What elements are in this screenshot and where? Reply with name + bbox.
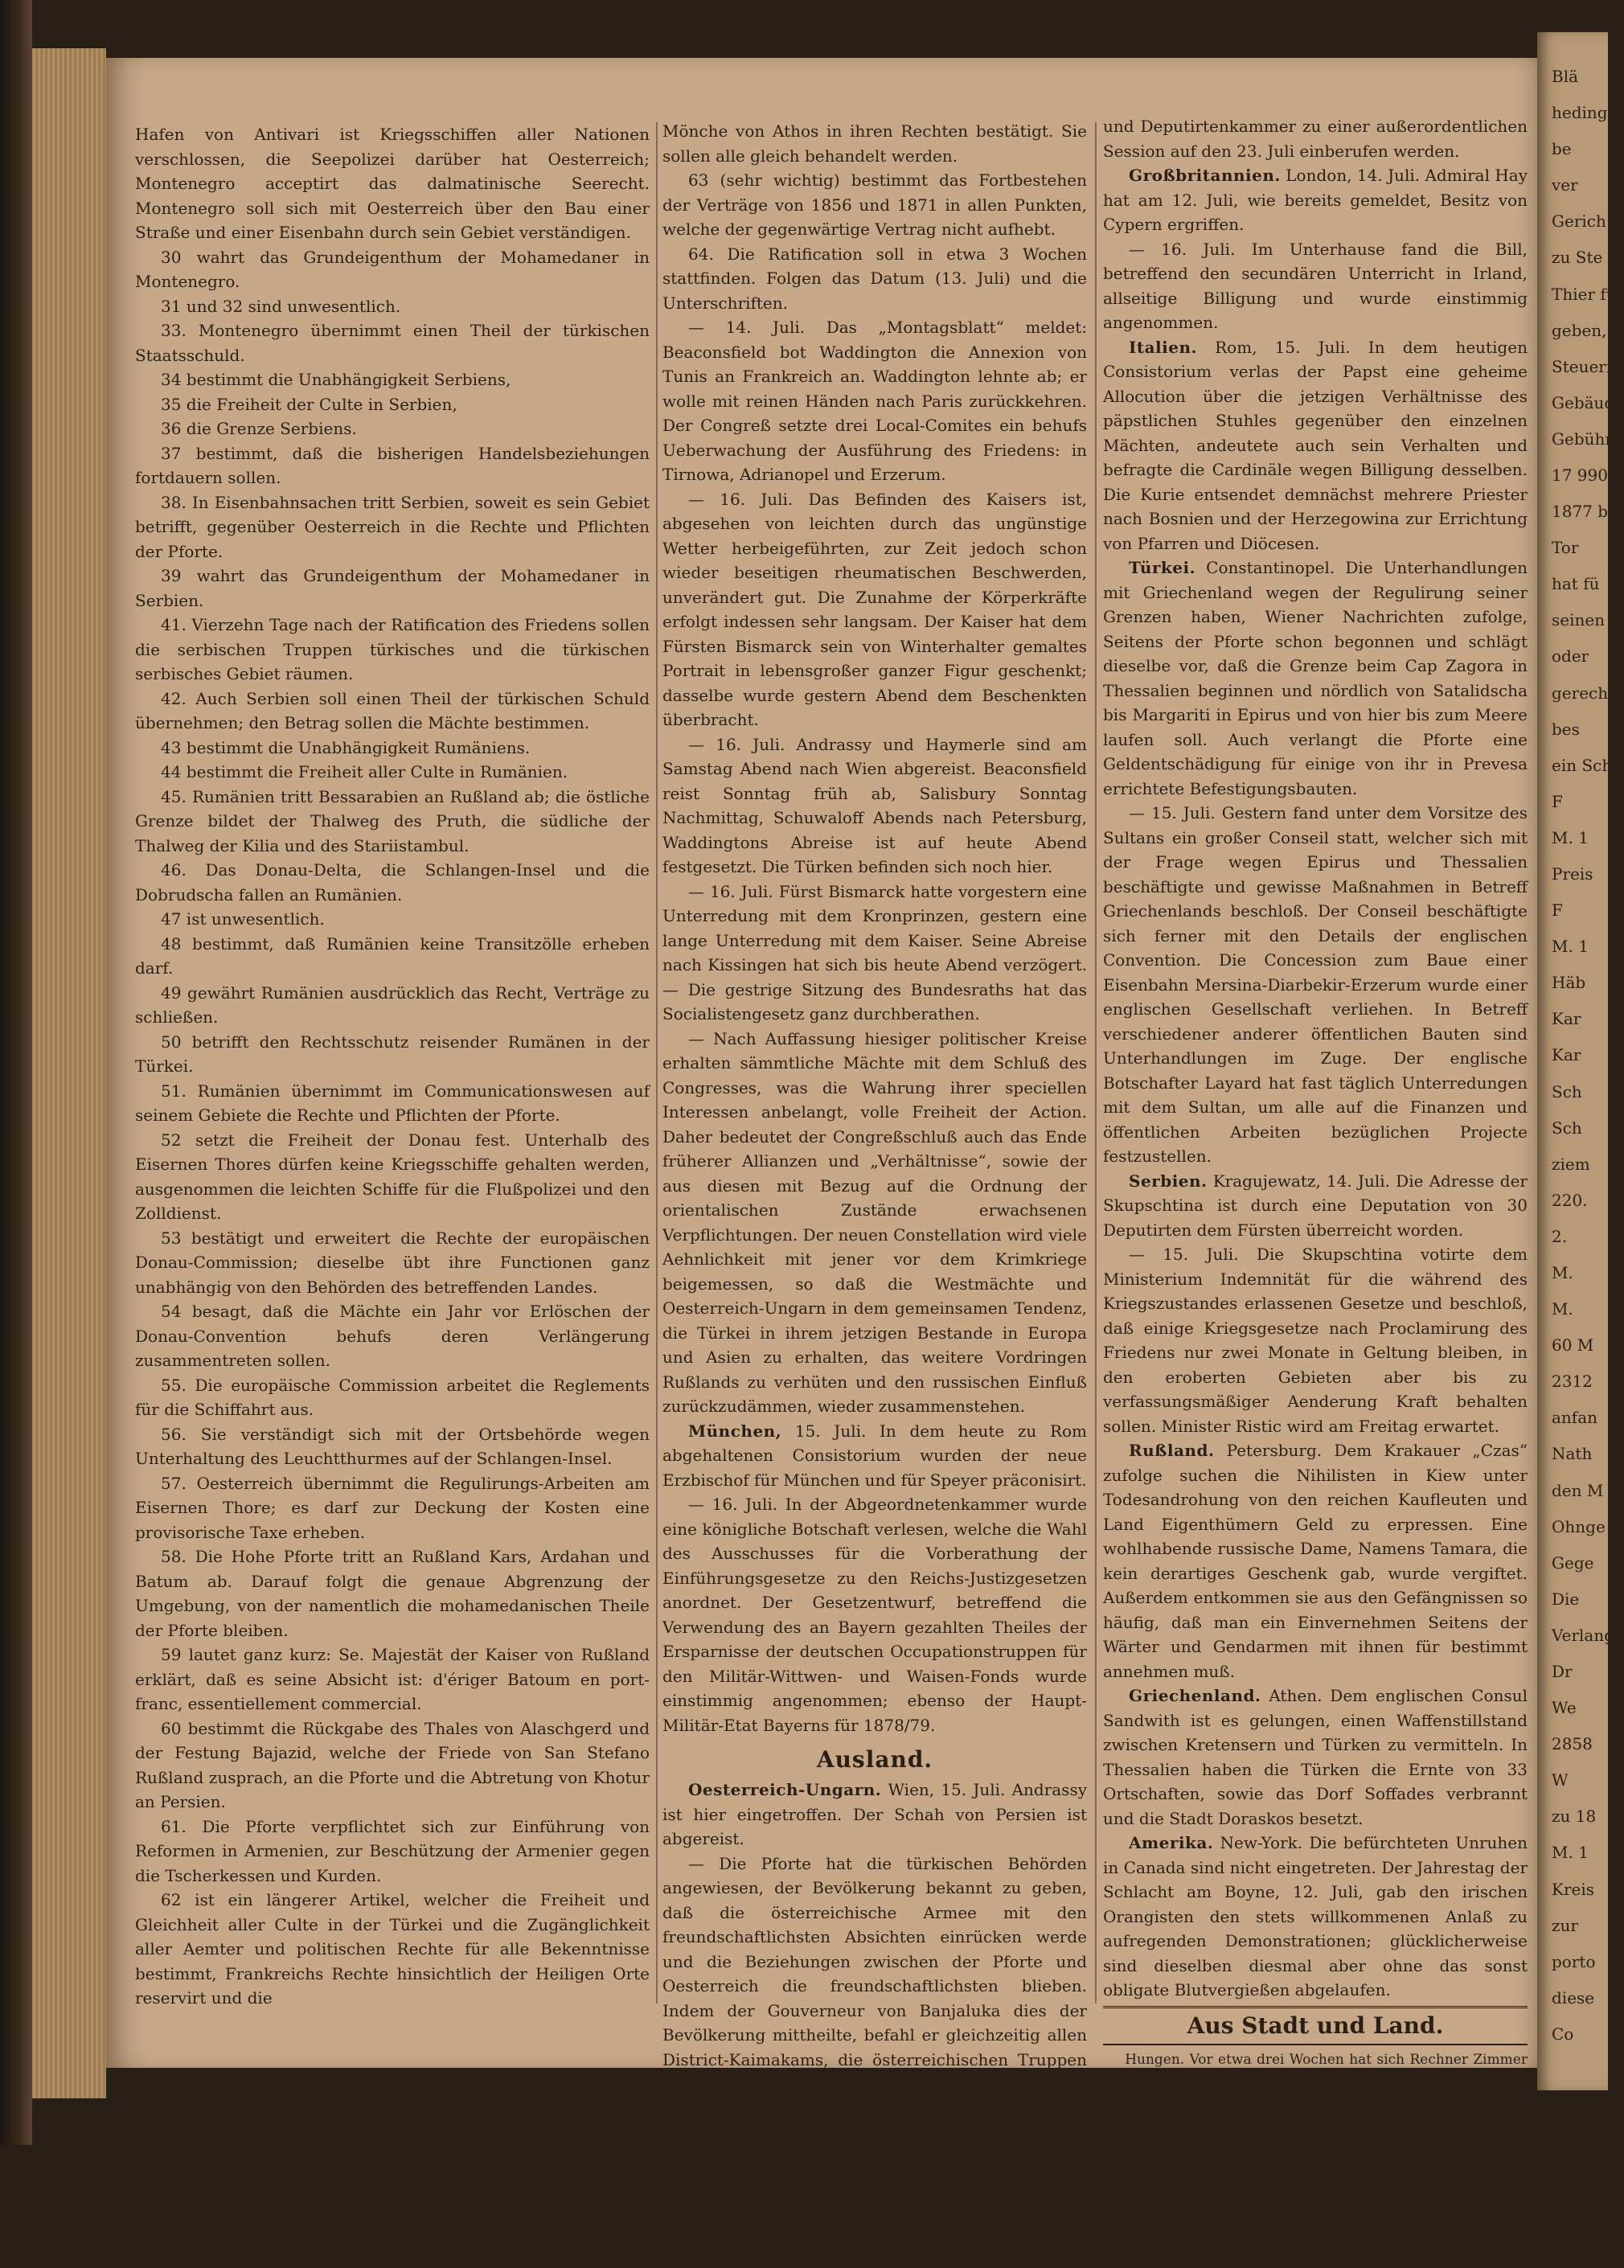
news-item: — 14. Juli. Das „Montagsblatt“ meldet: Beaconsfield bot Waddington die Annexion von Tunis an Frankreich an. Waddington lehnte ab; er wolle mit reinen Händen nach Paris zurückkehren. Der Congreß setzte drei Local-Comites ein behufs Ueberwachung der Ausführung des Friedens: in Tirnowa, Adrianopel und Erzerum.: [662, 318, 1087, 484]
article-36: 36 die Grenze Serbiens.: [161, 419, 357, 438]
next-page-fragment: Sch: [1552, 1081, 1582, 1101]
book-spine: [0, 0, 32, 2145]
next-page-fragment: Preis: [1552, 864, 1593, 884]
next-page-fragment: Gege: [1552, 1552, 1594, 1573]
next-page-fragment: We: [1552, 1698, 1577, 1718]
news-text: Constantinopel. Die Unterhandlungen mit Griechenland wegen der Regulirung seiner Grenzen haben, Wiener Nachrichten zufolge, Seitens der Pforte schon begonnen und schlägt dieselbe vor, daß die Grenze beim Cap Zagora in Thessalien beginnen und nördlich von Satalidscha bis Margariti in Epirus und von hier bis zum Meere laufen soll. Auch verlangt die Pforte eine Geldentschädigung für einige von ihr in Prevesa errichtete Befestigungsbauten.: [1103, 558, 1528, 798]
column-rule: [656, 122, 658, 2003]
column-left: [135, 122, 650, 2011]
next-page-fragment: F: [1552, 900, 1563, 921]
article-50: 50 betrifft den Rechtsschutz reisender Rumänen in der Türkei.: [135, 1031, 650, 1076]
article-37: 37 bestimmt, daß die bisherigen Handelsbeziehungen fortdauern sollen.: [135, 443, 650, 487]
news-item-russland: [1103, 1438, 1528, 1684]
next-page-fragment: M. 1: [1552, 1843, 1589, 1863]
article-35: 35 die Freiheit der Culte in Serbien,: [161, 394, 457, 414]
next-page-fragment: W: [1552, 1770, 1569, 1790]
article-60: 60 bestimmt die Rückgabe des Thales von Alaschgerd und der Festung Bajazid, welche der Friede von San Stefano Rußland zusprach, an die Pforte und die Abtretung von Khotur an Persien.: [135, 1718, 650, 1811]
article-57: 57. Oesterreich übernimmt die Regulirungs-Arbeiten am Eisernen Thore; es darf zur Deckung der Kosten eine provisorische Taxe erheben.: [135, 1473, 650, 1542]
news-text: Brüssel. Der „Moniteur“ veröffentlicht einen Erlaß des Königs, wodurch Senat: [662, 2221, 1088, 2266]
article-43: 43 bestimmt die Unabhängigkeit Rumäniens.: [161, 737, 531, 757]
article-38: 38. In Eisenbahnsachen tritt Serbien, soweit es sein Gebiet betrifft, gegenüber Oesterreich in die Rechte und Pflichten der Pforte.: [135, 492, 650, 561]
next-page-fragment: Steuern: [1552, 356, 1617, 376]
next-page-fragment: Kreis: [1552, 1879, 1594, 1899]
paragraph: Hafen von Antivari ist Kriegsschiffen aller Nationen verschlossen, die Seepolizei darüber hat Oesterreich; Montenegro acceptirt das dalmatinische Seerecht. Montenegro soll sich mit Oesterreich über den Bau einer Straße und einer Eisenbahn durch sein Gebiet verständigen.: [135, 125, 650, 242]
news-text: Wien, 15. Juli. Andrassy ist hier eingetroffen. Der Schah von Persien ist abgereist.: [662, 1780, 1088, 1848]
next-page-fragment: Sch: [1552, 1118, 1582, 1138]
next-page-fragment: den M: [1552, 1480, 1604, 1500]
next-page-fragment: 2312: [1552, 1372, 1593, 1392]
column-middle: [662, 119, 1087, 2268]
country-heading: Serbien.: [1129, 1171, 1208, 1191]
news-item-oesterreich: [662, 1778, 1087, 1852]
next-page-fragment: 60 M: [1552, 1335, 1594, 1355]
news-item: — Die Pforte hat die türkischen Behörden angewiesen, der Bevölkerung bekannt zu geben, daß die österreichische Armee mit den freundschaftlichsten Absichten einrücken werde und die Beziehungen zwischen der Pforte und Oesterreich die freundschaftlichsten blieben. Indem der Gouverneur von Banjaluka dies der Bevölkerung mittheilte, befahl er gleichzeitig allen District-Kaimakams, die österreichischen Truppen durchaus freundschaftlich zu empfangen. Die Bevölkerung hat sich beruhigt. Auch die bosnischen Insurgenten sind trotz gegentheiliger Einflüsse geneigt, sich den Congreß-Beschlüssen und dem österreichischen Occupations-Commando zu unterwerfen.: [662, 1853, 1087, 2217]
news-item-hungen: Hungen. Vor etwa drei Wochen hat sich Rechner Zimmer von Nonnenroth entfernt und ist dessen Aufenthalt noch nicht ermittelt worden. Bei Vornahme seiner Kassenrevision soll das Gericht noch einen Baarvorrath von ca. 600 Mark gefunden haben, auch ist festgestellt, daß er 1700 Mark für seinen Wegzehr von einer Gemeindeschuld von 1800 Mark abgetragen hat. Vermuthlich hat das Drängen eines Wechselgläubigers den Mann zu dem schweren Schritt veranlaßt, seine Familie zu verlassen.: [1103, 2051, 1528, 2222]
next-page-fragment: M. 1: [1552, 827, 1589, 847]
article-45: 45. Rumänien tritt Bessarabien an Rußland ab; die östliche Grenze bildet der Thalweg des Pruth, die südliche der Thalweg der Kilia und des Stariistambul.: [135, 786, 650, 855]
news-text: 15. Juli. In dem heute zu Rom abgehaltenen Consistorium wurden der neue Erzbischof für München und für Speyer präconisirt.: [662, 1421, 1088, 1490]
article-42: 42. Auch Serbien soll einen Theil der türkischen Schuld übernehmen; den Betrag sollen die Mächte bestimmen.: [135, 688, 650, 732]
newspaper-page: [106, 58, 1537, 2266]
news-item: — 16. Juli. Im Unterhause fand die Bill, betreffend den secundären Unterricht in Irland, allseitige Billigung und wurde einstimmig angenommen.: [1103, 239, 1528, 332]
news-item: — 15. Juli. Gestern fand unter dem Vorsitze des Sultans ein großer Conseil statt, welcher sich mit der Frage wegen Epirus und Thessalien beschäftigte und gewisse Maßnahmen in Betreff Griechenlands beschloß. Der Conseil beschäftigte sich ferner mit den Details der englischen Convention. Die Concession zum Baue einer Eisenbahn Mersina-Diarbekir-Erzerum wurde einer englischen Gesellschaft verliehen. In Betreff verschiedener anderer öffentlichen Bauten sind Unterhandlungen im Zuge. Der englische Botschafter Layard hat fast täglich Unterredungen mit dem Sultan, um alle auf die Finanzen und öffentlichen Arbeiten bezüglichen Projecte festzustellen.: [1103, 803, 1528, 1166]
news-text: London, 14. Juli. Admiral Hay hat am 12. Juli, wie bereits gemeldet, Besitz von Cypern ergriffen.: [1103, 166, 1528, 234]
next-page-fragment: Gerich: [1552, 211, 1606, 232]
next-page-fragment: Kar: [1552, 1009, 1581, 1029]
next-page-fragment: bes: [1552, 719, 1580, 739]
article-41: 41. Vierzehn Tage nach der Ratification des Friedens sollen die serbischen Truppen türkisches und die türkischen serbisches Gebiet räumen.: [135, 615, 650, 683]
next-page-fragment: Nath: [1552, 1444, 1593, 1464]
article-55: 55. Die europäische Commission arbeitet die Reglements für die Schiffahrt aus.: [135, 1375, 650, 1419]
next-page-fragment: oder: [1552, 646, 1589, 666]
article-51: 51. Rumänien übernimmt im Communicationswesen auf seinem Gebiete die Rechte und Pflichten der Pforte.: [135, 1081, 650, 1125]
section-heading-ausland: Ausland.: [816, 1746, 933, 1773]
country-heading: Großbritannien.: [1129, 166, 1281, 185]
news-item: — 16. Juli. Andrassy und Haymerle sind am Samstag Abend nach Wien abgereist. Beaconsfield reist Sonntag früh ab, Salisbury Sonntag Nachmittag, Schuwaloff Abends nach Petersburg, Waddingtons Abreise ist auf heute Abend festgesetzt. Die Türken befinden sich noch hier.: [662, 734, 1087, 876]
next-page-fragment: Gebühr: [1552, 429, 1613, 449]
article-64: 64. Die Ratification soll in etwa 3 Wochen stattfinden. Folgen das Datum (13. Juli) und die Unterschriften.: [662, 244, 1087, 313]
news-text: Petersburg. Dem Krakauer „Czas“ zufolge suchen die Nihilisten in Kiew unter Todesandrohung von den reichen Kaufleuten und Land Eigenthümern Geld zu erpressen. Eine wohlhabende russische Dame, Namens Tamara, die kein derartiges Geschenk gab, wurde vergiftet. Außerdem entkommen sie aus den Gefängnissen so häufig, daß man ein Einvernehmen Seitens der Wärter und Gendarmen mit ihnen für bestimmt annehmen muß.: [1103, 1441, 1528, 1681]
news-item: — 15. Juli. Die Skupschtina votirte dem Ministerium Indemnität für die während des Kriegszustandes erlassenen Gesetze und beschloß, daß einige Kriegsgesetze nach Proclamirung des Friedens nur zwei Monate in Geltung bleiben, in den eroberten Gebieten aber bis zu verfassungsmäßiger Aenderung Kraft behalten sollen. Minister Ristic wird am Freitag erwartet.: [1103, 1245, 1528, 1436]
news-item-italien: [1103, 335, 1528, 556]
news-item-amerika: [1103, 1831, 1528, 2003]
next-page-fragment: M.: [1552, 1299, 1573, 1319]
article-47: 47 ist unwesentlich.: [161, 909, 325, 929]
news-text: Athen. Dem englischen Consul Sandwith ist es gelungen, einen Waffenstillstand zwischen Kretensern und Türken zu vermitteln. In Thessalien haben die Türken die Ernte von 33 Ortschaften, sowie das Dorf Soffades verbrannt und die Stadt Doraskos besetzt.: [1103, 1686, 1528, 1828]
article-61: 61. Die Pforte verpflichtet sich zur Einführung von Reformen in Armenien, zur Beschützung der Armenier gegen die Tscherkessen und Kurden.: [135, 1816, 650, 1885]
next-page-fragment: Gebäude: [1552, 392, 1624, 412]
column-right: [1103, 114, 1528, 2224]
country-heading: Oesterreich-Ungarn.: [688, 1780, 882, 1799]
country-heading: Amerika.: [1129, 1833, 1214, 1852]
next-page-fragment: zur: [1552, 1915, 1578, 1935]
news-item: — 16. Juli. In der Abgeordnetenkammer wurde eine königliche Botschaft verlesen, welche die Wahl des Ausschusses für die Vorberathung der Einführungsgesetze zu den Reichs-Justizgesetzen anordnet. Der Gesetzentwurf, betreffend die Verwendung des an Bayern gezahlten Theiles der Ersparnisse der deutschen Occupationstruppen für den Militär-Wittwen- und Waisen-Fonds wurde einstimmig angenommen; ebenso der Haupt-Militär-Etat Bayerns für 1878/79.: [662, 1495, 1087, 1735]
article-63: 63 (sehr wichtig) bestimmt das Fortbestehen der Verträge von 1856 und 1871 in allen Punkten, welche der gegenwärtige Vertrag nicht aufhebt.: [662, 170, 1087, 239]
news-item-tuerkei: [1103, 556, 1528, 801]
news-item-grossbritannien: [1103, 163, 1528, 237]
next-page-fragment: Kar: [1552, 1045, 1581, 1065]
article-33: 33. Montenegro übernimmt einen Theil der türkischen Staatsschuld.: [135, 321, 650, 365]
next-page-fragment: Häb: [1552, 973, 1586, 993]
country-heading: Italien.: [1129, 337, 1197, 357]
next-page-fragment: geben,: [1552, 320, 1607, 340]
next-page-fragment: Dr: [1552, 1662, 1573, 1681]
news-text: Kragujewatz, 14. Juli. Die Adresse der Skupschtina ist durch eine Deputation von 30 Deputirten dem Fürsten überreicht worden.: [1103, 1171, 1528, 1240]
country-heading: Belgien.: [688, 2221, 767, 2241]
section-heading-stadt-und-land: Aus Stadt und Land.: [1103, 2006, 1528, 2045]
article-30: 30 wahrt das Grundeigenthum der Mohamedaner in Montenegro.: [135, 247, 650, 291]
next-page-fragment: M. 1: [1552, 937, 1589, 957]
news-item: — 16. Juli. Fürst Bismarck hatte vorgestern eine Unterredung mit dem Kronprinzen, gestern eine lange Unterredung mit dem Kaiser. Seine Abreise nach Kissingen hat sich bis heute Abend verzögert. — Die gestrige Sitzung des Bundesraths hat das Socialistengesetz ganz durchberathen.: [662, 881, 1087, 1023]
article-56: 56. Sie verständigt sich mit der Ortsbehörde wegen Unterhaltung des Leuchtthurmes auf der Schlangen-Insel.: [135, 1424, 650, 1468]
next-page-fragment: 1877 be: [1552, 502, 1618, 522]
next-page-fragment: 2858: [1552, 1734, 1593, 1754]
next-page-fragment: be: [1552, 139, 1572, 159]
article-53: 53 bestätigt und erweitert die Rechte der europäischen Donau-Commission; dieselbe übt ihre Functionen ganz unabhängig von den Behörden des betreffenden Landes.: [135, 1228, 650, 1297]
next-page-fragment: anfan: [1552, 1408, 1598, 1428]
next-page-fragment: gerecht: [1552, 683, 1615, 703]
next-page-edge: [1537, 32, 1624, 2090]
next-page-fragment: zu Ste: [1552, 248, 1603, 268]
paragraph: und Deputirtenkammer zu einer außerordentlichen Session auf den 23. Juli einberufen werden.: [1103, 117, 1528, 161]
next-page-fragment: diese: [1552, 1987, 1595, 2008]
article-49: 49 gewährt Rumänien ausdrücklich das Recht, Verträge zu schließen.: [135, 982, 650, 1027]
next-page-fragment: ein Scha: [1552, 755, 1622, 775]
next-page-fragment: Ohnge: [1552, 1516, 1606, 1536]
next-page-fragment: ver: [1552, 175, 1578, 195]
article-46: 46. Das Donau-Delta, die Schlangen-Insel und die Dobrudscha fallen an Rumänien.: [135, 860, 650, 904]
country-heading: Griechenland.: [1129, 1686, 1261, 1705]
article-54: 54 besagt, daß die Mächte ein Jahr vor Erlöschen der Donau-Convention behufs deren Verlängerung zusammentreten sollen.: [135, 1302, 650, 1370]
next-page-fragment: hat fü: [1552, 574, 1600, 594]
article-31: 31 und 32 sind unwesentlich.: [161, 296, 401, 316]
country-heading: Türkei.: [1129, 558, 1196, 577]
news-item-belgien: [662, 2219, 1087, 2268]
article-59: 59 lautet ganz kurz: Se. Majestät der Kaiser von Rußland erklärt, daß es seine Absicht ist: d'ériger Batoum en port-franc, essentiellement commercial.: [135, 1645, 650, 1713]
next-page-fragment: Verlang: [1552, 1625, 1615, 1645]
next-page-fragment: 17 990 2: [1552, 465, 1624, 485]
article-62: 62 ist ein längerer Artikel, welcher die Freiheit und Gleichheit aller Culte in der Türkei und die Zugänglichkeit aller Aemter und politischen Rechte für alle Bekenntnisse bestimmt, Frankreichs Rechte hinsichtlich der Heiligen Orte reservirt und die: [135, 1890, 650, 2008]
next-page-fragment: Blä: [1552, 67, 1579, 86]
next-page-fragment: 220.: [1552, 1190, 1588, 1210]
next-page-fragment: Co: [1552, 2024, 1574, 2044]
next-page-fragment: 2.: [1552, 1226, 1568, 1246]
news-item: — Nach Auffassung hiesiger politischer Kreise erhalten sämmtliche Mächte mit dem Schluß des Congresses, was die Wahrung ihrer speciellen Interessen anbelangt, volle Freiheit der Action. Daher bedeutet der Congreßschluß auch das Ende früherer Allianzen und „Verhältnisse“, sowie der aus diesen mit Bezug auf die Ordnung der orientalischen Zustände erwachsenen Verpflichtungen. Der neuen Constellation wird viele Aehnlichkeit mit jener vor dem Krimkriege beigemessen, so daß die Westmächte und Oesterreich-Ungarn in dem gemeinsamen Tendenz, die Türkei in ihrem jetzigen Bestande in Europa und Asien zu erhalten, das weitere Vordringen Rußlands zu verhüten und den russischen Einfluß zurückzudämmen, wieder zusammenstehen.: [662, 1028, 1087, 1416]
article-39: 39 wahrt das Grundeigenthum der Mohamedaner in Serbien.: [135, 566, 650, 610]
article-52: 52 setzt die Freiheit der Donau fest. Unterhalb des Eisernen Thores dürfen keine Kriegsschiffe gehalten werden, ausgenommen die leichten Schiffe für die Flußpolizei und den Zolldienst.: [135, 1130, 650, 1223]
next-page-fragment: zu 18: [1552, 1807, 1597, 1827]
next-page-fragment: Tor: [1552, 538, 1579, 558]
news-item-serbien: [1103, 1169, 1528, 1243]
news-text: Rom, 15. Juli. In dem heutigen Consistorium verlas der Papst eine geheime Allocution über die jetzigen Verhältnisse des päpstlichen Stuhles gegenüber den einzelnen Mächten, andeutete auch sein Verhalten und befragte die Cardinäle wegen Billigung desselben. Die Kurie entsendet demnächst mehrere Priester nach Bosnien und der Herzegowina zur Errichtung von Pfarren und Diöcesen.: [1103, 337, 1528, 553]
next-page-fragment: seinen E: [1552, 610, 1622, 630]
dateline: München,: [688, 1421, 782, 1441]
next-page-fragment: ziem: [1552, 1154, 1590, 1174]
article-44: 44 bestimmt die Freiheit aller Culte in Rumänien.: [161, 762, 568, 781]
country-heading: Rußland.: [1129, 1441, 1215, 1460]
next-page-fragment: hedingu: [1552, 103, 1618, 123]
news-item-muenchen: [662, 1419, 1087, 1493]
next-page-fragment: M.: [1552, 1263, 1573, 1282]
next-page-fragment: F: [1552, 791, 1563, 811]
paragraph: Mönche von Athos in ihren Rechten bestätigt. Sie sollen alle gleich behandelt werden.: [662, 121, 1087, 166]
article-48: 48 bestimmt, daß Rumänien keine Transitzölle erheben darf.: [135, 933, 650, 978]
article-58: 58. Die Hohe Pforte tritt an Rußland Kars, Ardahan und Batum ab. Darauf folgt die genaue Abgrenzung der Umgebung, von der namentlich die mohamedanischen Theile der Pforte bleiben.: [135, 1547, 650, 1640]
next-page-fragment: porto: [1552, 1951, 1596, 1971]
next-page-fragment: Thier fü: [1552, 284, 1617, 304]
news-item: — 16. Juli. Das Befinden des Kaisers ist, abgesehen von leichten durch das ungünstige Wetter herbeigeführten, zur Zeit jedoch schon wieder beseitigen rheumatischen Beschwerden, unverändert gut. Die Zunahme der Körperkräfte erfolgt indessen sehr langsam. Der Kaiser hat dem Fürsten Bismarck sein von Winterhalter gemaltes Portrait in lebensgroßer ganzer Figur geschenkt; dasselbe wurde gestern Abend dem Beschenkten überbracht.: [662, 489, 1087, 729]
next-page-fragment: Die: [1552, 1589, 1580, 1609]
news-item-griechenland: [1103, 1684, 1528, 1831]
page-edges: [32, 48, 106, 2098]
news-text: New-York. Die befürchteten Unruhen in Canada sind nicht eingetreten. Der Jahrestag der Schlacht am Boyne, 12. Juli, gab den irischen Orangisten den stets willkommenen Anlaß zu aufregenden Demonstrationen; glücklicherweise sind dieselben diesmal aber ohne das sonst obligate Blutvergießen abgelaufen.: [1103, 1833, 1528, 1999]
column-rule: [1095, 122, 1097, 2003]
article-34: 34 bestimmt die Unabhängigkeit Serbiens,: [161, 370, 511, 389]
